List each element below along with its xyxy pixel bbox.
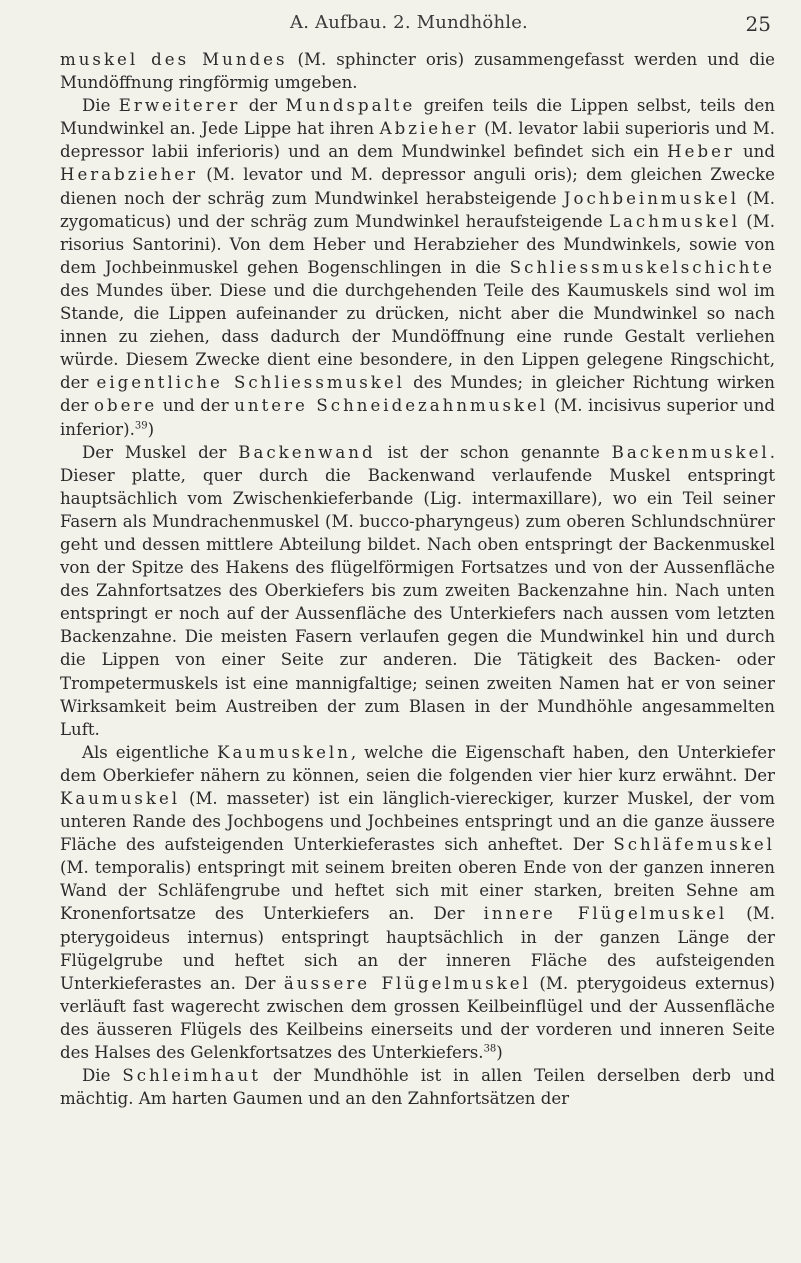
spaced-term: Schleimhaut bbox=[122, 1066, 261, 1086]
text-run: (M. sphincter oris) zusammengefasst werden und die Mundöffnung ringförmig umgeben. bbox=[60, 50, 775, 93]
text-run: (M. masseter) ist ein länglich-viereckiger, kurzer Muskel, der vom unteren Rande des Jochbogens und Jochbeines entspringt und an die ganze äussere Fläche des aufsteigenden Unterkieferastes sich anheftet. Der bbox=[60, 789, 775, 855]
body-text bbox=[60, 48, 775, 1110]
text-run: ) bbox=[147, 419, 155, 439]
footnote-ref: 39 bbox=[134, 419, 148, 431]
text-run: Die bbox=[82, 1066, 123, 1086]
text-run: Als eigentliche bbox=[82, 742, 218, 762]
paragraph bbox=[60, 94, 775, 440]
text-run: greifen teils die Lippen selbst, teils den Mundwinkel an. Jede Lippe hat ihren bbox=[60, 96, 775, 139]
spaced-term: Heber bbox=[667, 142, 735, 162]
spaced-term: Kaumuskeln bbox=[217, 742, 351, 762]
spaced-term: Backenmuskel bbox=[611, 442, 770, 462]
spaced-term: obere bbox=[93, 396, 158, 416]
text-run: (M. levator und M. depressor anguli oris); dem gleichen Zwecke dienen noch der schräg zum Mundwinkel herabsteigende bbox=[60, 165, 775, 208]
spaced-term: Schliessmuskelschichte bbox=[509, 257, 775, 277]
spaced-term: Mundspalte bbox=[285, 96, 416, 116]
spaced-term: Abzieher bbox=[379, 119, 479, 139]
spaced-term: äussere Flügelmuskel bbox=[283, 973, 531, 993]
paragraph bbox=[60, 741, 775, 1064]
spaced-term: Erweiterer bbox=[118, 96, 241, 116]
text-run: Die bbox=[82, 96, 119, 116]
text-run: des Mundes über. Diese und die durchgehenden Teile des Kaumuskels sind wol im Stande, die Lippen aufeinander zu drücken, nicht aber die Mundwinkel so nach innen zu ziehen, dass dadurch der Mundöffnung eine runde Gestalt verliehen würde. Diesem Zwecke dient eine besondere, in den Lippen gelegene Ringschicht, der bbox=[60, 280, 775, 393]
text-run: Der Muskel der bbox=[82, 442, 239, 462]
text-run: (M. incisivus superior und inferior). bbox=[60, 396, 776, 439]
spaced-term: Backenwand bbox=[238, 442, 376, 462]
page-number: 25 bbox=[745, 12, 771, 36]
paragraph bbox=[60, 1064, 775, 1110]
spaced-term: Lachmuskel bbox=[608, 211, 740, 231]
paragraph bbox=[60, 48, 775, 94]
text-run: (M. temporalis) entspringt mit seinem breiten oberen Ende von der ganzen inneren Wand der Schläfengrube und heftet sich mit einer starken, breiten Sehne am Kronenfortsatze des Unterkiefers an. Der bbox=[60, 858, 775, 924]
text-run: und der bbox=[157, 396, 235, 416]
spaced-term: innere Flügelmuskel bbox=[483, 904, 728, 924]
text-run: (M. levator labii superioris und M. depressor labii inferioris) und an dem Mundwinkel befindet sich ein bbox=[60, 119, 776, 162]
text-run: . Dieser platte, quer durch die Backenwand verlaufende Muskel entspringt hauptsächlich vom Zwischenkieferbande (Lig. intermaxillare), wo ein Teil seiner Fasern als Mundrachenmuskel (M. bucco-pharyngeus) zum oberen Schlundschnürer geht und dessen mittlere Abteilung bildet. Nach oben entspringt der Backenmuskel von der Spitze des Hakens des flügelförmigen Fortsatzes und von der Aussenfläche des Zahnfortsatzes des Oberkiefers bis zum zweiten Backenzahne hin. Nach unten entspringt er noch auf der Aussenfläche des Unterkiefers nach aussen vom letzten Backenzahne. Die meisten Fasern verlaufen gegen die Mundwinkel hin und durch die Lippen von einer Seite zur anderen. Die Tätigkeit des Backen- oder Trompetermuskels ist eine mannigfaltige; seinen zweiten Namen hat er von seiner Wirksamkeit beim Austreiben der zum Blasen in der Mundhöhle angesammelten Luft. bbox=[60, 442, 775, 739]
spaced-term: Herabzieher bbox=[60, 165, 199, 185]
text-run: , welche die Eigenschaft haben, den Unterkiefer dem Oberkiefer nähern zu können, seien die folgenden vier hier kurz erwähnt. Der bbox=[60, 742, 775, 785]
text-run: ist der schon genannte bbox=[375, 442, 612, 462]
text-run: (M. risorius Santorini). Von dem Heber und Herabzieher des Mundwinkels, sowie von dem Jochbeinmuskel gehen Bogenschlingen in die bbox=[60, 211, 775, 277]
spaced-term: eigentliche Schliessmuskel bbox=[96, 373, 405, 393]
page-header bbox=[0, 12, 801, 42]
text-run: der bbox=[240, 96, 286, 116]
text-run: und bbox=[734, 142, 775, 162]
spaced-term: untere Schneidezahnmuskel bbox=[234, 396, 549, 416]
paragraph bbox=[60, 441, 775, 741]
spaced-term: muskel des Mundes bbox=[60, 50, 288, 69]
text-run: (M. zygomaticus) und der schräg zum Mundwinkel heraufsteigende bbox=[60, 188, 775, 231]
text-run: der Mundhöhle ist in allen Teilen derselben derb und mächtig. Am harten Gaumen und an den Zahnfortsätzen der bbox=[60, 1066, 775, 1109]
text-run: (M. pterygoideus externus) verläuft fast wagerecht zwischen dem grossen Keilbeinflügel und der Aussenfläche des äusseren Flügels des Keilbeins einerseits und der vorderen und inneren Seite des Halses des Gelenkfortsatzes des Unterkiefers. bbox=[60, 973, 775, 1063]
text-run: des Mundes; in gleicher Richtung wirken der bbox=[60, 373, 775, 416]
running-head: A. Aufbau. 2. Mundhöhle. bbox=[290, 12, 528, 33]
text-run: (M. pterygoideus internus) entspringt hauptsächlich in der ganzen Länge der Flügelgrube und heftet sich an der inneren Fläche des aufsteigenden Unterkieferastes an. Der bbox=[60, 904, 775, 993]
spaced-term: Kaumuskel bbox=[60, 789, 181, 808]
spaced-term: Schläfemuskel bbox=[613, 835, 775, 855]
footnote-ref: 38 bbox=[483, 1043, 497, 1055]
text-run: ) bbox=[496, 1043, 503, 1063]
spaced-term: Jochbeinmuskel bbox=[563, 188, 740, 208]
